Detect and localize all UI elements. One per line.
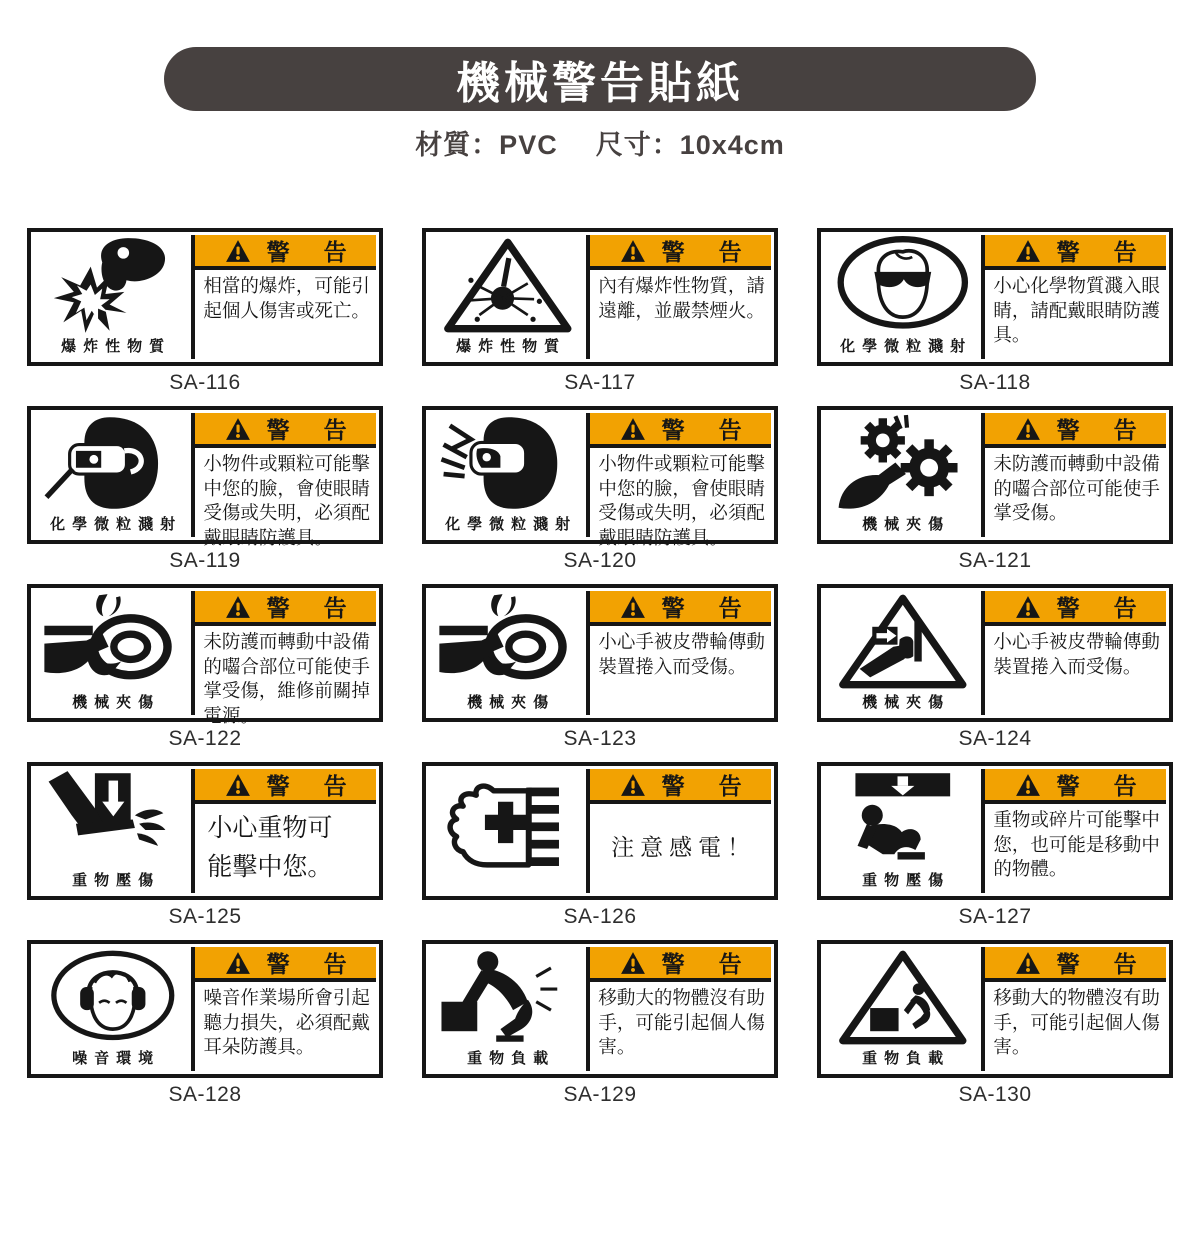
hazard-category-label: 機械夾傷	[467, 695, 556, 711]
hazard-category-label: 爆炸性物質	[456, 339, 567, 355]
sticker-code: SA-126	[563, 905, 637, 928]
pictogram-panel	[824, 947, 981, 1071]
sticker-card	[422, 584, 778, 751]
warning-text: 移動大的物體沒有助手，可能引起個人傷害。	[598, 989, 765, 1059]
page-header	[0, 47, 1200, 162]
warning-sticker	[422, 584, 778, 722]
warning-band-label: 警告	[661, 240, 776, 265]
warning-triangle-icon	[620, 951, 646, 975]
warning-band-label: 警告	[1056, 774, 1171, 799]
sticker-code: SA-119	[169, 549, 241, 572]
person-under-load-icon	[832, 769, 974, 869]
warning-band	[985, 591, 1171, 626]
sticker-code: SA-129	[563, 1083, 637, 1106]
sticker-card	[817, 228, 1173, 395]
sticker-card	[817, 584, 1173, 751]
warning-band	[590, 413, 776, 448]
warning-text: 小物件或顆粒可能擊中您的臉，會使眼睛受傷或失明，必須配戴眼睛防護具。	[203, 455, 370, 549]
warning-band	[985, 235, 1171, 270]
warning-sticker	[422, 406, 778, 549]
warning-band	[195, 769, 381, 804]
pictogram-panel	[824, 235, 981, 359]
hand-in-pulley-icon	[437, 591, 579, 691]
electric-shock-hand-icon	[437, 769, 579, 890]
hazard-category-label: 重物壓傷	[72, 873, 161, 889]
pictogram-panel	[34, 591, 191, 715]
warning-band-label: 警告	[266, 418, 381, 443]
pictogram-panel	[824, 769, 981, 893]
pictogram-panel	[429, 947, 586, 1071]
warning-text: 未防護而轉動中設備的囓合部位可能使手掌受傷。	[993, 455, 1160, 525]
warning-triangle-icon	[1015, 951, 1041, 975]
pictogram-panel	[429, 591, 586, 715]
warning-triangle-icon	[620, 773, 646, 797]
pictogram-panel	[34, 235, 191, 359]
warning-triangle-icon	[1015, 773, 1041, 797]
warning-triangle-icon	[1015, 417, 1041, 441]
warning-sticker	[27, 228, 383, 366]
warning-band	[590, 591, 776, 626]
warning-triangle-icon	[225, 595, 251, 619]
warning-triangle-icon	[1015, 595, 1041, 619]
warning-sticker	[27, 584, 383, 727]
warning-triangle-icon	[225, 417, 251, 441]
sticker-code: SA-130	[958, 1083, 1032, 1106]
hazard-category-label: 化學微粒濺射	[50, 517, 183, 533]
warning-band-label: 警告	[661, 774, 776, 799]
warning-text: 小心化學物質濺入眼睛，請配戴眼睛防護具。	[993, 277, 1160, 347]
pictogram-panel	[824, 413, 981, 537]
sticker-code: SA-120	[563, 549, 637, 572]
sticker-card	[27, 940, 383, 1107]
hazard-category-label: 重物負載	[862, 1051, 951, 1067]
hand-crush-block-icon	[42, 769, 184, 869]
title-banner	[164, 47, 1036, 111]
hazard-category-label: 重物壓傷	[862, 873, 951, 889]
warning-band-label: 警告	[1056, 952, 1171, 977]
warning-band	[985, 769, 1171, 804]
warning-text: 注意感電！	[611, 835, 757, 861]
warning-band-label: 警告	[1056, 418, 1171, 443]
warning-text: 移動大的物體沒有助手，可能引起個人傷害。	[993, 989, 1160, 1059]
material-spec: 材質：PVC	[415, 130, 558, 160]
warning-band	[195, 947, 381, 982]
sticker-card	[27, 584, 383, 751]
warning-band-label: 警告	[266, 240, 381, 265]
sticker-code: SA-121	[958, 549, 1032, 572]
sticker-card	[817, 406, 1173, 573]
warning-triangle-icon	[225, 239, 251, 263]
warning-text: 噪音作業場所會引起聽力損失，必須配戴耳朵防護具。	[203, 989, 370, 1059]
hand-in-gears-icon	[832, 413, 974, 513]
size-spec: 尺寸：10x4cm	[595, 130, 785, 160]
warning-sticker	[817, 940, 1173, 1078]
warning-band-label: 警告	[661, 418, 776, 443]
warning-band-label: 警告	[1056, 596, 1171, 621]
warning-band	[195, 235, 381, 270]
warning-text: 小心重物可能擊中您。	[207, 814, 333, 881]
explosion-face-icon	[42, 235, 184, 335]
lifting-strain-icon	[437, 947, 579, 1047]
hand-in-pulley-icon	[42, 591, 184, 691]
product-specs	[0, 123, 1200, 162]
warning-band	[590, 235, 776, 270]
warning-band	[590, 769, 776, 804]
warning-triangle-icon	[620, 239, 646, 263]
sticker-grid	[27, 228, 1173, 1107]
hazard-category-label: 爆炸性物質	[61, 339, 172, 355]
warning-text: 重物或碎片可能擊中您，也可能是移動中的物體。	[993, 811, 1160, 881]
warning-sticker	[27, 940, 383, 1078]
warning-sticker	[817, 406, 1173, 544]
sticker-card	[422, 228, 778, 395]
warning-triangle-icon	[225, 773, 251, 797]
warning-band	[195, 591, 381, 626]
pictogram-panel	[824, 591, 981, 715]
sticker-card	[817, 940, 1173, 1107]
sticker-card	[817, 762, 1173, 929]
hazard-category-label: 機械夾傷	[862, 517, 951, 533]
warning-band-label: 警告	[1056, 240, 1171, 265]
warning-band-label: 警告	[266, 774, 381, 799]
warning-sticker	[27, 406, 383, 549]
warning-band-label: 警告	[266, 952, 381, 977]
safety-glasses-face-icon	[832, 235, 974, 335]
face-shield-icon	[42, 413, 184, 513]
sticker-card	[27, 228, 383, 395]
goggles-particles-icon	[437, 413, 579, 513]
page-title: 機械警告貼紙	[456, 59, 744, 108]
pictogram-panel	[34, 769, 191, 893]
sticker-code: SA-118	[959, 371, 1031, 394]
hazard-category-label: 機械夾傷	[862, 695, 951, 711]
pictogram-panel	[34, 947, 191, 1071]
pictogram-panel	[429, 235, 586, 359]
sticker-code: SA-127	[958, 905, 1032, 928]
warning-sticker	[422, 762, 778, 900]
warning-sticker	[422, 228, 778, 366]
warning-band-label: 警告	[661, 596, 776, 621]
hazard-category-label: 化學微粒濺射	[840, 339, 973, 355]
hazard-category-label: 化學微粒濺射	[445, 517, 578, 533]
sticker-card	[422, 406, 778, 573]
sticker-code: SA-125	[168, 905, 242, 928]
warning-band-label: 警告	[661, 952, 776, 977]
warning-band	[195, 413, 381, 448]
sticker-code: SA-123	[563, 727, 637, 750]
warning-text: 未防護而轉動中設備的囓合部位可能使手掌受傷，維修前關掉電源。	[203, 633, 370, 727]
warning-triangle-icon	[620, 417, 646, 441]
sticker-card	[422, 940, 778, 1107]
lifting-triangle-icon	[832, 947, 974, 1047]
warning-triangle-icon	[1015, 239, 1041, 263]
warning-band	[985, 413, 1171, 448]
ear-protection-icon	[42, 947, 184, 1047]
pictogram-panel	[429, 413, 586, 537]
sticker-card	[27, 406, 383, 573]
sticker-card	[27, 762, 383, 929]
sticker-code: SA-122	[168, 727, 242, 750]
sticker-code: SA-128	[168, 1083, 242, 1106]
warning-sticker	[817, 762, 1173, 900]
warning-text: 內有爆炸性物質，請遠離，並嚴禁煙火。	[598, 277, 765, 322]
warning-sticker	[27, 762, 383, 900]
warning-text: 小心手被皮帶輪傳動裝置捲入而受傷。	[993, 633, 1160, 678]
warning-band-label: 警告	[266, 596, 381, 621]
warning-triangle-icon	[225, 951, 251, 975]
sticker-code: SA-124	[958, 727, 1032, 750]
sticker-code: SA-116	[169, 371, 241, 394]
warning-sticker	[422, 940, 778, 1078]
hazard-category-label: 機械夾傷	[72, 695, 161, 711]
pictogram-panel	[429, 769, 586, 893]
warning-sticker	[817, 228, 1173, 366]
hazard-category-label: 噪音環境	[72, 1051, 161, 1067]
warning-text: 小物件或顆粒可能擊中您的臉，會使眼睛受傷或失明，必須配戴眼睛防護具。	[598, 455, 765, 549]
warning-sticker	[817, 584, 1173, 722]
warning-text: 小心手被皮帶輪傳動裝置捲入而受傷。	[598, 633, 765, 678]
warning-text: 相當的爆炸，可能引起個人傷害或死亡。	[203, 277, 370, 322]
pictogram-panel	[34, 413, 191, 537]
warning-band	[985, 947, 1171, 982]
warning-triangle-icon	[620, 595, 646, 619]
hand-crush-triangle-icon	[832, 591, 974, 691]
hazard-category-label: 重物負載	[467, 1051, 556, 1067]
sticker-card	[422, 762, 778, 929]
warning-band	[590, 947, 776, 982]
sticker-code: SA-117	[564, 371, 636, 394]
explosive-substance-triangle-icon	[437, 235, 579, 335]
